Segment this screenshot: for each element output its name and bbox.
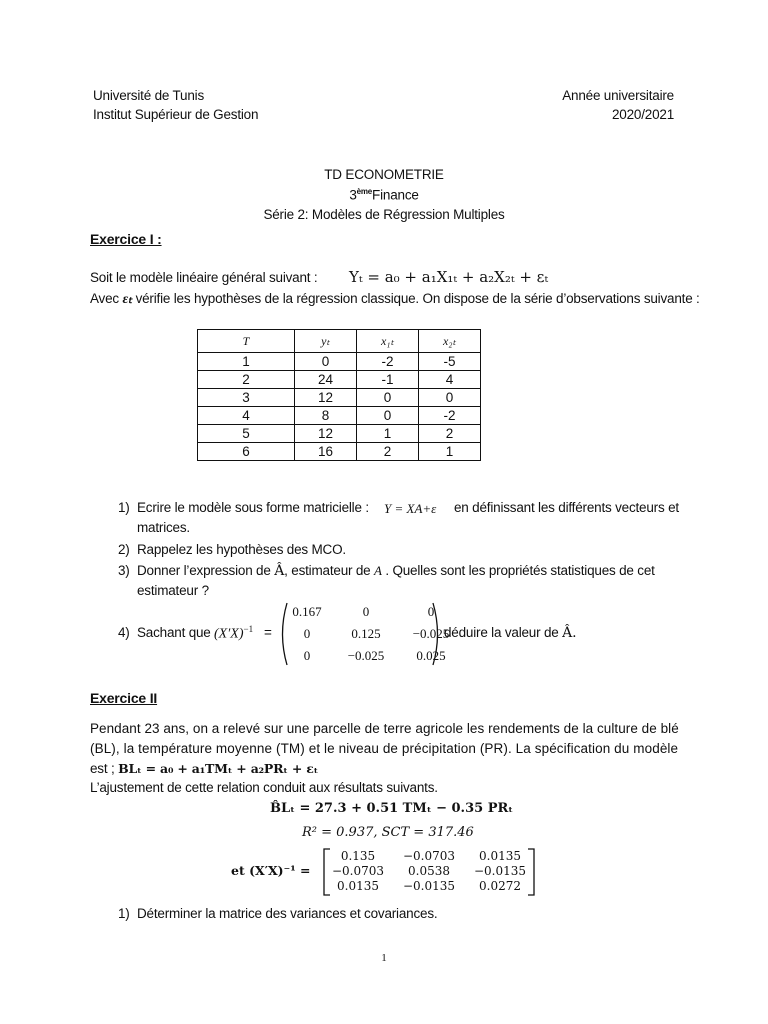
table-row xyxy=(198,425,481,443)
ex2-paragraph-line-4: L’ajustement de cette relation conduit aux résultats suivants. xyxy=(90,780,438,795)
table-cell: 2 xyxy=(198,371,295,389)
table-cell: 4 xyxy=(419,371,481,389)
course-title: TD ECONOMETRIE xyxy=(324,167,444,182)
table-cell: -2 xyxy=(357,353,419,371)
ex1-q4-exponent: −1 xyxy=(243,624,254,634)
matrix-cell: 0.025 xyxy=(416,648,446,663)
ex1-q1-formula: Y = XA+ε xyxy=(384,501,437,516)
ex1-q3-hat-a: Â xyxy=(274,563,285,579)
table-cell: 0 xyxy=(357,389,419,407)
matrix-row xyxy=(324,848,534,863)
matrix-cell: −0.0703 xyxy=(331,863,385,878)
observation-table xyxy=(197,329,481,461)
table-cell: 0 xyxy=(419,389,481,407)
ex1-q4-text-a: Sachant que xyxy=(137,625,211,640)
ex2-inverse-matrix xyxy=(324,848,534,893)
ex2-est-text: est ; xyxy=(90,761,115,776)
table-header-cell: x₁ₜ xyxy=(357,330,419,353)
matrix-row xyxy=(324,863,534,878)
matrix-cell: 0.0272 xyxy=(479,878,521,893)
ex1-q4-text-b: déduire la valeur de xyxy=(444,625,559,640)
table-row xyxy=(198,353,481,371)
table-cell: 0 xyxy=(295,353,357,371)
ex1-model-formula: Yₜ = a₀ + a₁X₁ₜ + a₂X₂ₜ + εₜ xyxy=(349,268,549,286)
table-cell: 2 xyxy=(357,443,419,461)
exercise-2-heading: Exercice II xyxy=(90,690,158,706)
course-level-suffix: ème xyxy=(356,187,373,196)
matrix-row xyxy=(324,878,534,893)
table-cell: 8 xyxy=(295,407,357,425)
table-row xyxy=(198,371,481,389)
matrix-cell: 0.0135 xyxy=(337,878,379,893)
table-header-row xyxy=(198,330,481,353)
ex1-q3-text-a: Donner l’expression de xyxy=(137,563,271,578)
ex1-q1-text-c: matrices. xyxy=(137,520,190,535)
ex1-q1-number: 1) xyxy=(118,500,130,515)
table-cell: 6 xyxy=(198,443,295,461)
ex2-model-formula: BLₜ = a₀ + a₁TMₜ + a₂PRₜ + εₜ xyxy=(118,761,319,776)
table-cell: -2 xyxy=(419,407,481,425)
academic-year-label: Année universitaire xyxy=(562,88,674,103)
ex1-q4-number: 4) xyxy=(118,625,130,640)
table-cell: 16 xyxy=(295,443,357,461)
ex2-inverse-label: et (X′X)⁻¹ = xyxy=(231,863,311,878)
ex1-avec-prefix: Avec xyxy=(90,291,119,306)
exercise-1-heading: Exercice I : xyxy=(90,231,162,247)
ex1-q4-equals: = xyxy=(264,625,272,640)
table-cell: 3 xyxy=(198,389,295,407)
ex1-q3-number: 3) xyxy=(118,563,130,578)
table-cell: 0 xyxy=(357,407,419,425)
table-header-cell: yₜ xyxy=(295,330,357,353)
table-header-cell: x₂ₜ xyxy=(419,330,481,353)
university-name: Université de Tunis xyxy=(93,88,205,103)
ex1-q4-xx-text: (X′X) xyxy=(214,626,244,642)
table-cell: 2 xyxy=(419,425,481,443)
matrix-cell: −0.0703 xyxy=(402,848,456,863)
ex2-q1-number: 1) xyxy=(118,906,130,921)
ex1-q4-text-b-line xyxy=(444,625,576,641)
table-cell: 1 xyxy=(198,353,295,371)
ex2-matrix-right-bracket xyxy=(526,848,536,896)
ex1-intro-text: Soit le modèle linéaire général suivant : xyxy=(90,270,318,285)
matrix-cell: −0.0135 xyxy=(473,863,527,878)
ex1-avec-text: vérifie les hypothèses de la régression classique. On dispose de la série d’observations suivante : xyxy=(135,291,700,306)
table-cell: -1 xyxy=(357,371,419,389)
ex2-q1-text: Déterminer la matrice des variances et covariances. xyxy=(137,906,438,921)
matrix-cell: −0.0135 xyxy=(402,878,456,893)
matrix-cell: 0.135 xyxy=(340,848,376,863)
matrix-cell: −0.025 xyxy=(347,648,385,663)
ex2-paragraph-line-3 xyxy=(90,761,318,776)
ex1-q3-text-b: , estimateur de xyxy=(284,563,371,578)
ex1-q3-a-symbol: A xyxy=(374,563,382,578)
course-level xyxy=(184,187,584,203)
ex1-q4-hat-a: Â. xyxy=(562,625,577,641)
table-row xyxy=(198,443,481,461)
table-cell: 12 xyxy=(295,425,357,443)
ex1-q2-number: 2) xyxy=(118,542,130,557)
ex1-q4-xx xyxy=(214,624,253,643)
institute-name: Institut Supérieur de Gestion xyxy=(93,107,259,122)
matrix-cell: 0.0135 xyxy=(479,848,521,863)
ex1-q3-text-c: . Quelles sont les propriétés statistiques de cet xyxy=(385,563,655,578)
matrix-cell: 0.125 xyxy=(351,626,381,641)
page-number: 1 xyxy=(381,952,387,964)
table-row xyxy=(198,389,481,407)
table-cell: 1 xyxy=(419,443,481,461)
matrix-cell: 0 xyxy=(362,604,370,619)
table-cell: 5 xyxy=(198,425,295,443)
ex2-paragraph-line-2: (BL), la température moyenne (TM) et le niveau de précipitation (PR). La spécification du modèle xyxy=(90,741,679,756)
ex2-paragraph-line-1: Pendant 23 ans, on a relevé sur une parcelle de terre agricole les rendements de la culture de blé xyxy=(90,721,679,736)
ex1-q1-text-a: Ecrire le modèle sous forme matricielle : xyxy=(137,500,369,515)
matrix-cell: 0 xyxy=(427,604,435,619)
academic-year-value: 2020/2021 xyxy=(611,107,674,122)
course-level-number: 3 xyxy=(349,187,357,203)
ex1-q1-text-b: en définissant les différents vecteurs et xyxy=(454,500,679,515)
ex1-q3-text-d: estimateur ? xyxy=(137,583,209,598)
table-cell: 24 xyxy=(295,371,357,389)
matrix-cell: 0 xyxy=(303,626,311,641)
table-cell: 4 xyxy=(198,407,295,425)
matrix-cell: 0.167 xyxy=(292,604,322,619)
table-row xyxy=(198,407,481,425)
matrix-cell: 0.0538 xyxy=(408,863,450,878)
ex1-matrix-right-paren xyxy=(430,601,444,667)
table-cell: -5 xyxy=(419,353,481,371)
table-cell: 12 xyxy=(295,389,357,407)
series-title: Série 2: Modèles de Régression Multiples xyxy=(263,207,505,222)
course-level-field: Finance xyxy=(372,187,419,203)
ex2-r2-sct: R² = 0.937, SCT = 317.46 xyxy=(302,825,474,840)
ex1-q3-line xyxy=(137,563,655,579)
ex1-q2-text: Rappelez les hypothèses des MCO. xyxy=(137,542,346,557)
ex1-epsilon-symbol: εₜ xyxy=(122,292,133,307)
table-cell: 1 xyxy=(357,425,419,443)
matrix-cell: −0.025 xyxy=(412,626,450,641)
ex2-fitted-equation: B̂Lₜ = 27.3 + 0.51 TMₜ − 0.35 PRₜ xyxy=(270,801,514,816)
matrix-cell: 0 xyxy=(303,648,311,663)
ex1-avec-line xyxy=(90,291,700,308)
table-header-cell: T xyxy=(198,330,295,353)
